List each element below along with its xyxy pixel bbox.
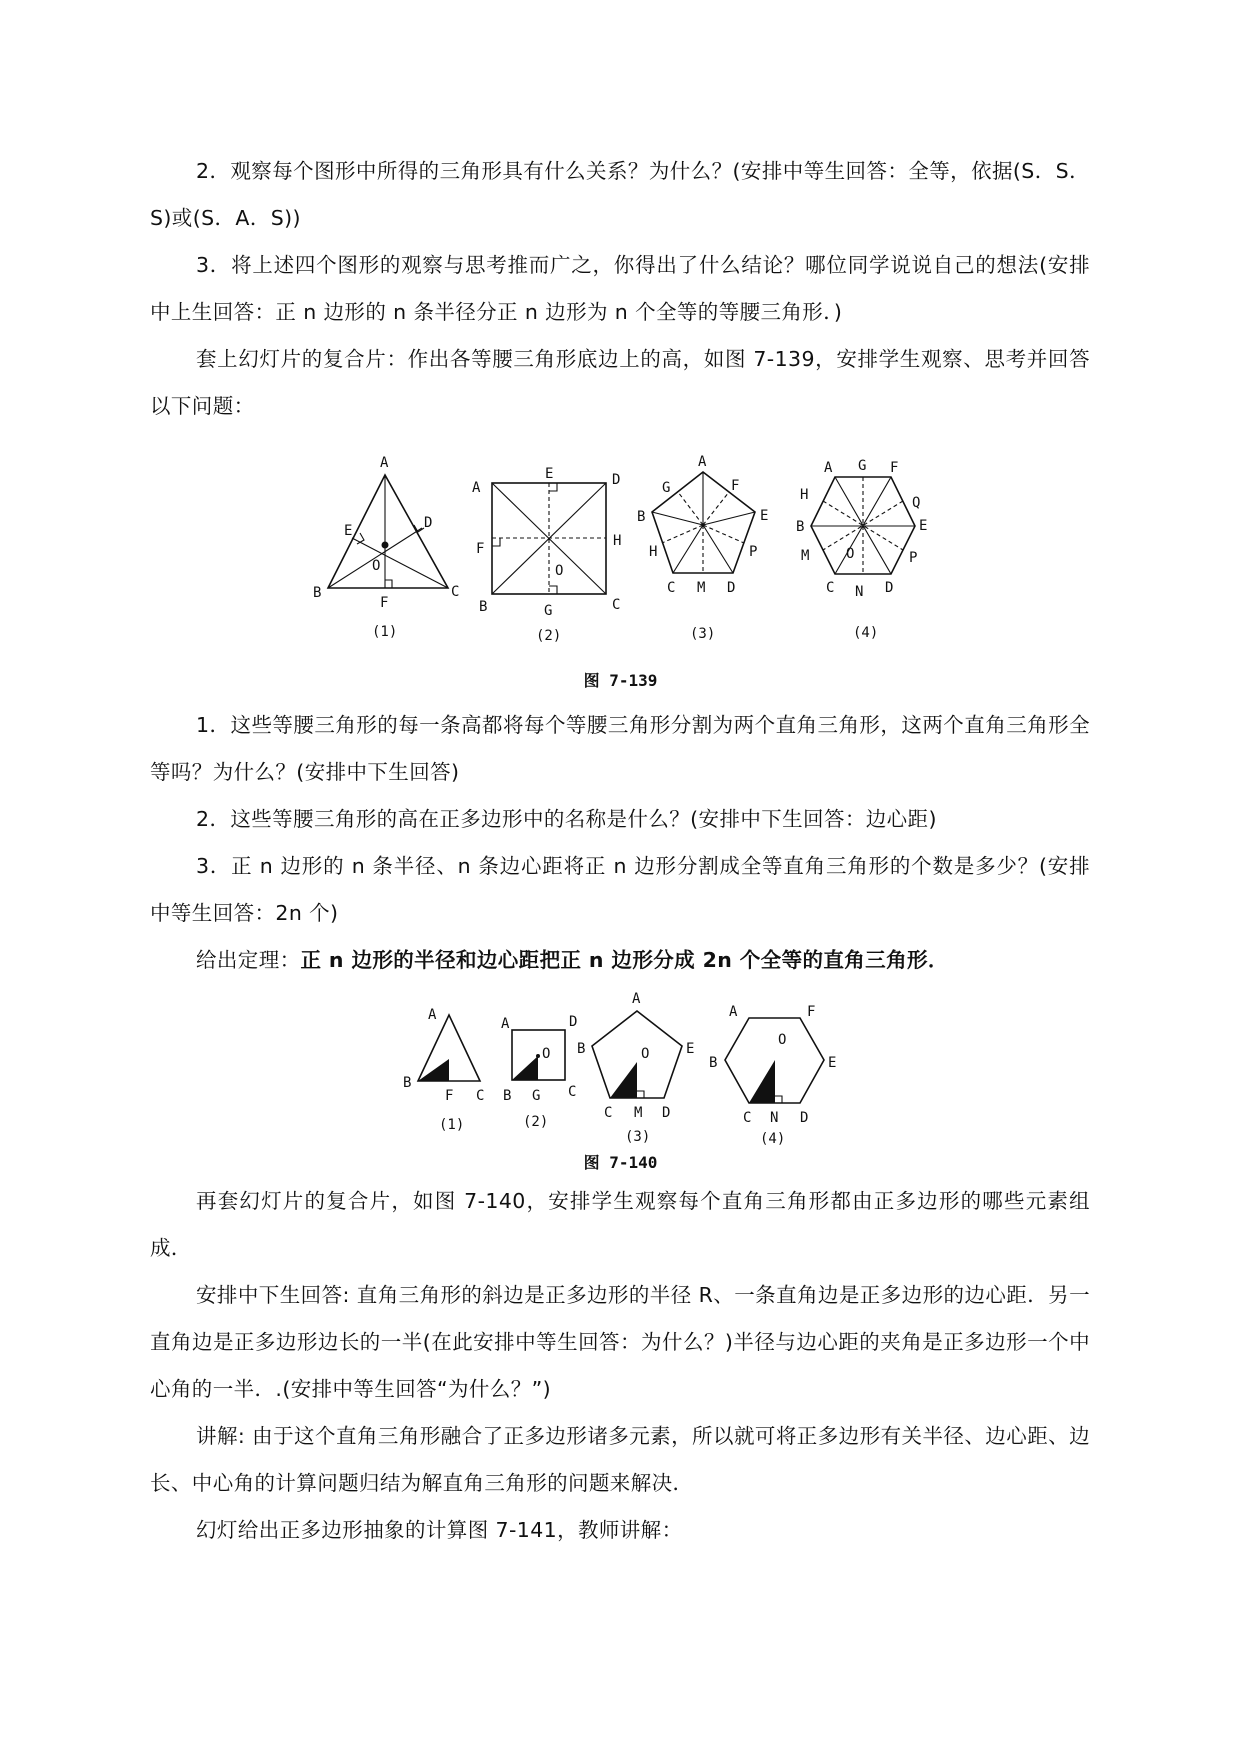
fig139-2-label-b: B	[479, 599, 488, 615]
fig139-4-label-g: G	[858, 458, 867, 474]
fig139-1-label-o: O	[372, 558, 381, 574]
fig140-triangle	[403, 1007, 484, 1133]
fig140-3-label-c: C	[604, 1105, 613, 1121]
fig139-2-label-d: D	[612, 472, 621, 488]
fig140-3-label-d: D	[662, 1105, 671, 1121]
fig139-2-label-e: E	[545, 466, 554, 482]
fig140-3-label-m: M	[634, 1105, 643, 1121]
fig139-1-label-a: A	[380, 455, 389, 471]
fig140-2-label-o: O	[542, 1046, 551, 1062]
fig140-4-label-e: E	[828, 1055, 837, 1071]
paragraph-observe-triangles: 2．观察每个图形中所得的三角形具有什么关系？为什么？(安排中等生回答：全等，依据(S．S．S)或(S．A．S))	[150, 159, 1090, 230]
fig139-3-subcaption: (3)	[690, 626, 716, 642]
paragraph-answer-elements: 安排中下生回答: 直角三角形的斜边是正多边形的半径 R、一条直角边是正多边形的边心距．另一直角边是正多边形边长的一半(在此安排中等生回答：为什么？)半径与边心距的夹角是正多边形一个中心角的一半．.(安排中等生回答“为什么？”)	[150, 1283, 1090, 1401]
fig139-3-label-m: M	[697, 580, 706, 596]
fig139-4-label-c: C	[826, 580, 835, 596]
fig139-3-label-b: B	[637, 509, 646, 525]
paragraph-question-apothem: 2．这些等腰三角形的高在正多边形中的名称是什么？(安排中下生回答：边心距)	[196, 807, 937, 831]
fig139-4-label-d: D	[885, 580, 894, 596]
fig139-3-label-g: G	[662, 480, 671, 496]
paragraph-slide-141: 幻灯给出正多边形抽象的计算图 7-141，教师讲解：	[196, 1518, 683, 1542]
fig140-square	[501, 1014, 577, 1130]
fig140-3-label-e: E	[686, 1041, 695, 1057]
fig139-4-label-m: M	[801, 548, 810, 564]
fig140-2-label-a: A	[501, 1016, 510, 1032]
fig140-3-label-o: O	[641, 1046, 650, 1062]
fig139-1-subcaption: (1)	[372, 624, 398, 640]
fig139-2-label-a: A	[472, 480, 481, 496]
fig139-2-label-c: C	[612, 597, 621, 613]
fig139-1-label-e: E	[344, 523, 353, 539]
fig139-2-label-h: H	[613, 533, 622, 549]
fig140-2-label-g: G	[532, 1088, 541, 1104]
fig139-4-label-h: H	[800, 487, 809, 503]
fig140-4-label-b: B	[709, 1055, 718, 1071]
fig140-pentagon	[577, 991, 694, 1145]
fig140-3-subcaption: (3)	[625, 1129, 651, 1145]
fig139-3-label-d: D	[727, 580, 736, 596]
fig139-3-label-h: H	[649, 544, 658, 560]
fig140-4-label-n: N	[770, 1110, 779, 1126]
fig140-1-label-f: F	[445, 1088, 454, 1104]
fig139-4-subcaption: (4)	[853, 625, 879, 641]
fig139-1-label-c: C	[451, 584, 460, 600]
fig140-4-subcaption: (4)	[760, 1131, 786, 1147]
theorem-statement: 正 n 边形的半径和边心距把正 n 边形分成 2n 个全等的直角三角形．	[300, 948, 949, 972]
fig140-hexagon	[709, 1004, 836, 1147]
fig139-3-label-c: C	[667, 580, 676, 596]
fig140-4-label-f: F	[807, 1004, 816, 1020]
fig139-4-label-n: N	[855, 584, 864, 600]
paragraph-explanation: 讲解: 由于这个直角三角形融合了正多边形诸多元素，所以就可将正多边形有关半径、边心距、边长、中心角的计算问题归结为解直角三角形的问题来解决．	[150, 1424, 1090, 1495]
fig140-1-subcaption: (1)	[439, 1117, 465, 1133]
fig140-4-label-o: O	[778, 1032, 787, 1048]
fig140-3-label-b: B	[577, 1041, 586, 1057]
fig139-4-label-q: Q	[912, 495, 921, 511]
paragraph-question-count: 3．正 n 边形的 n 条半径、n 条边心距将正 n 边形分割成全等直角三角形的个数是多少？(安排中等生回答：2n 个)	[150, 854, 1090, 925]
paragraph-slide-overlay: 套上幻灯片的复合片：作出各等腰三角形底边上的高，如图 7-139，安排学生观察、思考并回答以下问题：	[150, 347, 1090, 418]
fig140-2-label-c: C	[568, 1084, 577, 1100]
fig139-2-subcaption: (2)	[536, 628, 562, 644]
paragraph-slide-140: 再套幻灯片的复合片，如图 7-140，安排学生观察每个直角三角形都由正多边形的哪些元素组成．	[150, 1189, 1090, 1260]
figure-7-140-caption: 图 7-140	[583, 1153, 658, 1172]
fig140-2-label-b: B	[503, 1088, 512, 1104]
fig140-2-label-d: D	[569, 1014, 578, 1030]
figure-7-139-caption: 图 7-139	[583, 671, 658, 690]
fig139-3-label-e: E	[760, 508, 769, 524]
fig139-4-label-o: O	[846, 546, 855, 562]
fig139-4-label-f: F	[890, 460, 899, 476]
fig139-4-label-p: P	[909, 550, 918, 566]
fig140-1-label-b: B	[403, 1075, 412, 1091]
fig139-2-label-f: F	[476, 541, 485, 557]
fig139-3-label-p: P	[749, 544, 758, 560]
fig139-1-label-b: B	[313, 585, 322, 601]
fig140-1-label-a: A	[428, 1007, 437, 1023]
fig139-3-label-f: F	[731, 478, 740, 494]
paragraph-question-congruent: 1．这些等腰三角形的每一条高都将每个等腰三角形分割为两个直角三角形，这两个直角三角形全等吗？为什么？(安排中下生回答)	[150, 713, 1090, 784]
fig140-3-label-a: A	[632, 991, 641, 1007]
paragraph-generalize: 3．将上述四个图形的观察与思考推而广之，你得出了什么结论？哪位同学说说自己的想法(安排中上生回答：正 n 边形的 n 条半径分正 n 边形为 n 个全等的等腰三角形．)	[150, 253, 1090, 324]
fig139-2-label-g: G	[544, 603, 553, 619]
fig140-2-subcaption: (2)	[523, 1114, 549, 1130]
fig139-4-label-a: A	[824, 460, 833, 476]
fig139-2-label-o: O	[555, 563, 564, 579]
fig140-1-label-c: C	[476, 1088, 485, 1104]
fig140-4-label-c: C	[743, 1110, 752, 1126]
fig139-4-label-e: E	[919, 518, 928, 534]
fig139-3-label-a: A	[698, 454, 707, 470]
fig140-4-label-d: D	[800, 1110, 809, 1126]
fig139-4-label-b: B	[796, 519, 805, 535]
fig140-4-label-a: A	[729, 1004, 738, 1020]
fig139-1-label-d: D	[424, 515, 433, 531]
theorem-prefix: 给出定理：	[196, 948, 301, 972]
fig139-1-label-f: F	[380, 595, 389, 611]
